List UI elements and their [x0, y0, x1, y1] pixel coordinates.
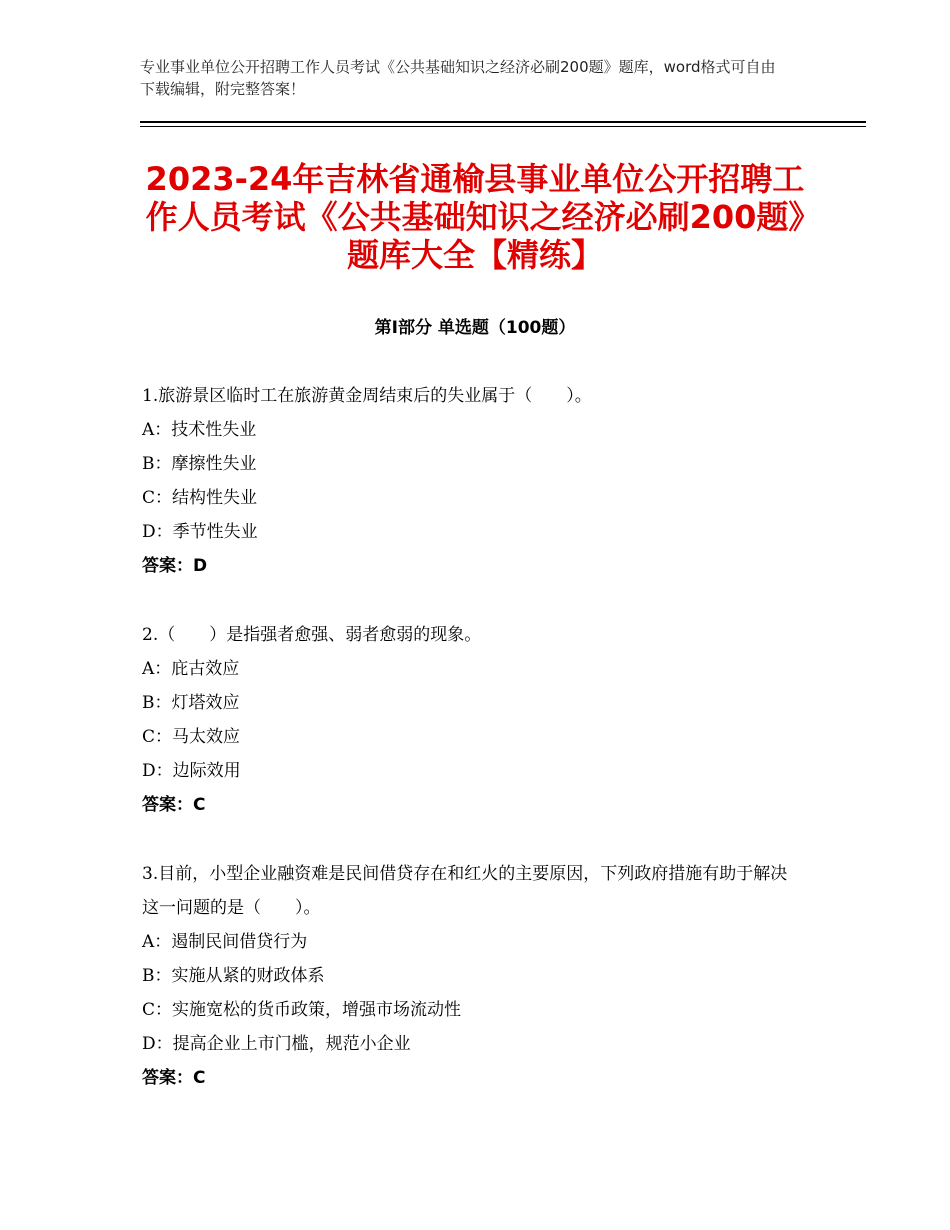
question-3 [142, 857, 802, 1095]
option-c: C：马太效应 [142, 727, 241, 747]
answer: 答案：C [142, 1068, 206, 1088]
header-rule-thick [140, 121, 866, 123]
option-b: B：灯塔效应 [142, 693, 240, 713]
header-rule-thin [140, 126, 866, 127]
option-c: C：实施宽松的货币政策，增强市场流动性 [142, 1000, 462, 1020]
header-note: 专业事业单位公开招聘工作人员考试《公共基础知识之经济必刷200题》题库，word格式可自由下载编辑，附完整答案！ [140, 58, 776, 98]
question-stem: 3.目前，小型企业融资难是民间借贷存在和红火的主要原因，下列政府措施有助于解决这一问题的是（ ）。 [142, 864, 788, 918]
question-1 [142, 379, 822, 583]
option-a: A：遏制民间借贷行为 [142, 932, 308, 952]
option-d: D：提高企业上市门槛，规范小企业 [142, 1034, 411, 1054]
option-a: A：庇古效应 [142, 659, 240, 679]
question-stem: 1.旅游景区临时工在旅游黄金周结束后的失业属于（ ）。 [142, 386, 592, 406]
option-a: A：技术性失业 [142, 420, 257, 440]
question-2 [142, 618, 822, 822]
option-b: B：摩擦性失业 [142, 454, 257, 474]
question-stem: 2.（ ）是指强者愈强、弱者愈弱的现象。 [142, 625, 482, 645]
option-c: C：结构性失业 [142, 488, 258, 508]
option-b: B：实施从紧的财政体系 [142, 966, 325, 986]
option-d: D：边际效用 [142, 761, 241, 781]
answer: 答案：C [142, 795, 206, 815]
document-title: 2023-24年吉林省通榆县事业单位公开招聘工作人员考试《公共基础知识之经济必刷200题》题库大全【精练】 [145, 160, 805, 274]
section-title: 第Ⅰ部分 单选题（100题） [374, 318, 576, 338]
answer: 答案：D [142, 556, 208, 576]
option-d: D：季节性失业 [142, 522, 258, 542]
